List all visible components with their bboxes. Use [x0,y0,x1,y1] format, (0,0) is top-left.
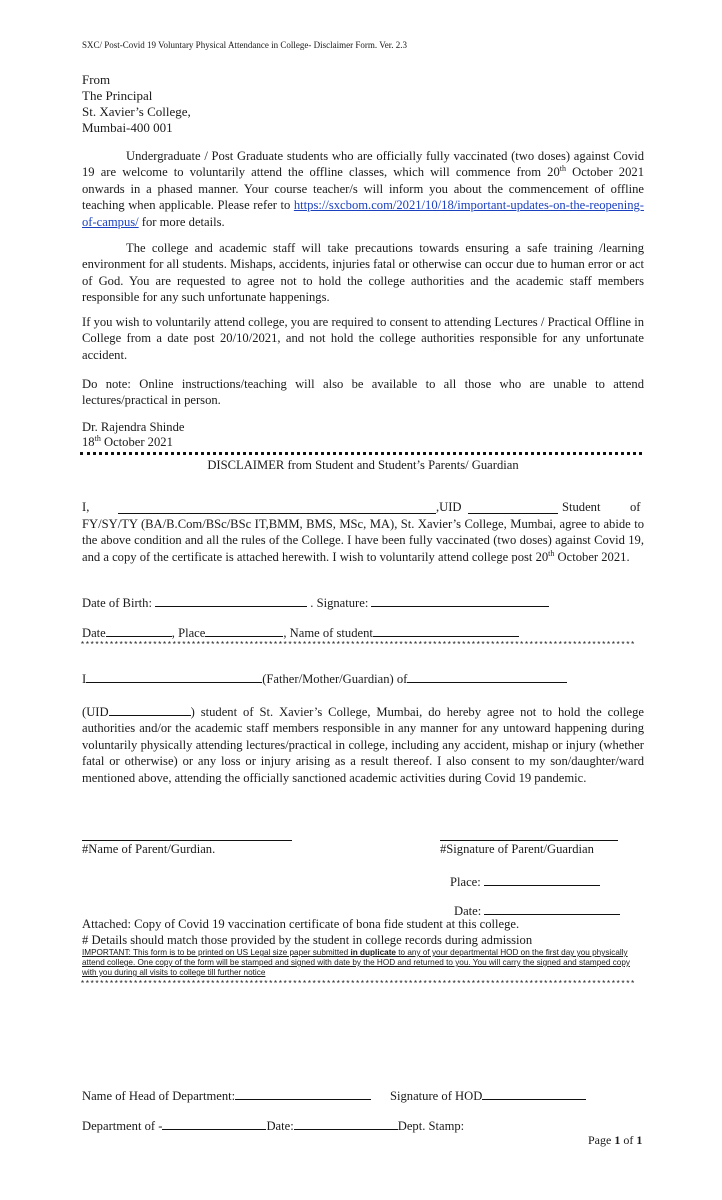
attached-note: Attached: Copy of Covid 19 vaccination certificate of bona fide student at this college. [82,917,520,931]
student-date-field[interactable] [106,625,172,637]
department-row: Department of - Date: Dept. Stamp: [82,1119,465,1133]
student-agreement-text: FY/SY/TY (BA/B.Com/BSc/BSc IT,BMM, BMS, MSc, MA), St. Xavier’s College, Mumbai, agree to abide to the above condition and all the rules of the College. I have been fully vaccinated (two doses) against Covid 19, and a copy of the certificate is attached herewith. I wish to voluntarily attend college post 20th October 2021. [82,517,644,564]
address-line: From [82,72,111,87]
parent-agreement-text: (UID ) student of St. Xavier’s College, Mumbai, do hereby agree not to hold the college authorities and/or the academic staff members responsible in any manner for any untoward happening during voluntarily physically attending lectures/practical in college, including any accident, mishap or injury (whether fatal or otherwise) or any loss or injury arising as a result thereof. I also consent to my son/daughter/ward mentioned above, attending the officially sanctioned academic activities during Covid 19 pandemic. [82,705,644,785]
ward-name-field[interactable] [407,671,567,683]
parent-name-line[interactable] [82,829,292,841]
parent-name-row: I (Father/Mother/Guardian) of [82,671,567,687]
ward-uid-field[interactable] [109,704,191,716]
from-address [82,72,191,136]
parent-place-row: Place: [450,874,600,890]
hod-date-field[interactable] [294,1118,398,1130]
disclaimer-title: DISCLAIMER from Student and Student’s Parents/ Guardian [207,458,519,472]
details-note: # Details should match those provided by the student in college records during admission [82,933,533,947]
parent-date-field[interactable] [484,903,620,915]
dotted-divider [80,452,642,455]
asterisk-divider-bottom: ******************************************************************************************************************* [80,979,635,989]
paragraph-online-note: Do note: Online instructions/teaching will also be available to all those who are unable to attend lectures/practical in person. [82,377,644,408]
student-signature-field[interactable] [371,595,549,607]
principal-signatory [82,420,184,450]
dob-signature-row: Date of Birth: . Signature: [82,595,549,611]
signatory-date: 18th October 2021 [82,433,173,449]
document-header: SXC/ Post-Covid 19 Voluntary Physical Attendance in College- Disclaimer Form. Ver. 2.3 [82,40,407,50]
department-field[interactable] [162,1118,266,1130]
hod-signature-row: Signature of HOD [390,1088,586,1104]
paragraph-consent: If you wish to voluntarily attend college, you are required to consent to attending Lectures / Practical Offline in College from a date post 20/10/2021, and not hold the college authorities responsible for any unfortunate accident. [82,315,644,362]
important-notice: IMPORTANT: This form is to be printed on US Legal size paper submitted in duplicate to any of your departmental HOD on the first day you physically attend college. One copy of the form will be stamped and signed with date by the HOD and returned to you. You will carry the signed and stamped copy with you during all visits to college till further notice [82,948,630,977]
parent-name-field[interactable] [86,671,262,683]
hod-name-row: Name of Head of Department: [82,1088,371,1104]
hod-name-field[interactable] [235,1088,371,1100]
parent-signature-label: #Signature of Parent/Guardian [440,842,594,856]
student-name-signature-field[interactable] [373,625,519,637]
student-name-row: I, ,UID Student of [82,500,641,514]
parent-signature-line[interactable] [440,829,618,841]
student-uid-field[interactable] [468,502,558,514]
date-place-name-row: Date , Place , Name of student [82,625,519,641]
paragraph-welcome: Undergraduate / Post Graduate students who are officially fully vaccinated (two doses) against Covid 19 are welcome to voluntarily attend the offline classes, which will commence from 20th October 2021 onwards in a phased manner. Your course teacher/s will inform you about the commencement of offline teaching when applicable. Please refer to https://sxcbom.com/2021/10/18/important-updates-on-the-reopening-of-campus/ for more details. [82,149,644,229]
student-name-field[interactable] [118,502,436,514]
address-line: The Principal [82,88,153,103]
parent-place-field[interactable] [484,874,600,886]
signatory-name: Dr. Rajendra Shinde [82,420,185,434]
asterisk-divider: ******************************************************************************************************************* [80,640,635,650]
reopening-updates-link[interactable]: https://sxcbom.com/2021/10/18/important-updates-on-the-reopening-of-campus/ [82,198,644,229]
address-line: Mumbai-400 001 [82,120,173,135]
parent-date-row: Date: [454,903,620,919]
hod-signature-field[interactable] [482,1088,586,1100]
student-place-field[interactable] [205,625,283,637]
date-of-birth-field[interactable] [155,595,307,607]
paragraph-precautions: The college and academic staff will take precautions towards ensuring a safe training /learning environment for all students. Mishaps, accidents, injuries fatal or otherwise can occur due to human error or act of God. You are requested to agree not to hold the college authorities and the academic staff members responsible for any such unfortunate happenings. [82,241,644,305]
address-line: St. Xavier’s College, [82,104,191,119]
parent-name-label: #Name of Parent/Gurdian. [82,842,216,856]
page-number: Page 1 of 1 [588,1133,643,1147]
